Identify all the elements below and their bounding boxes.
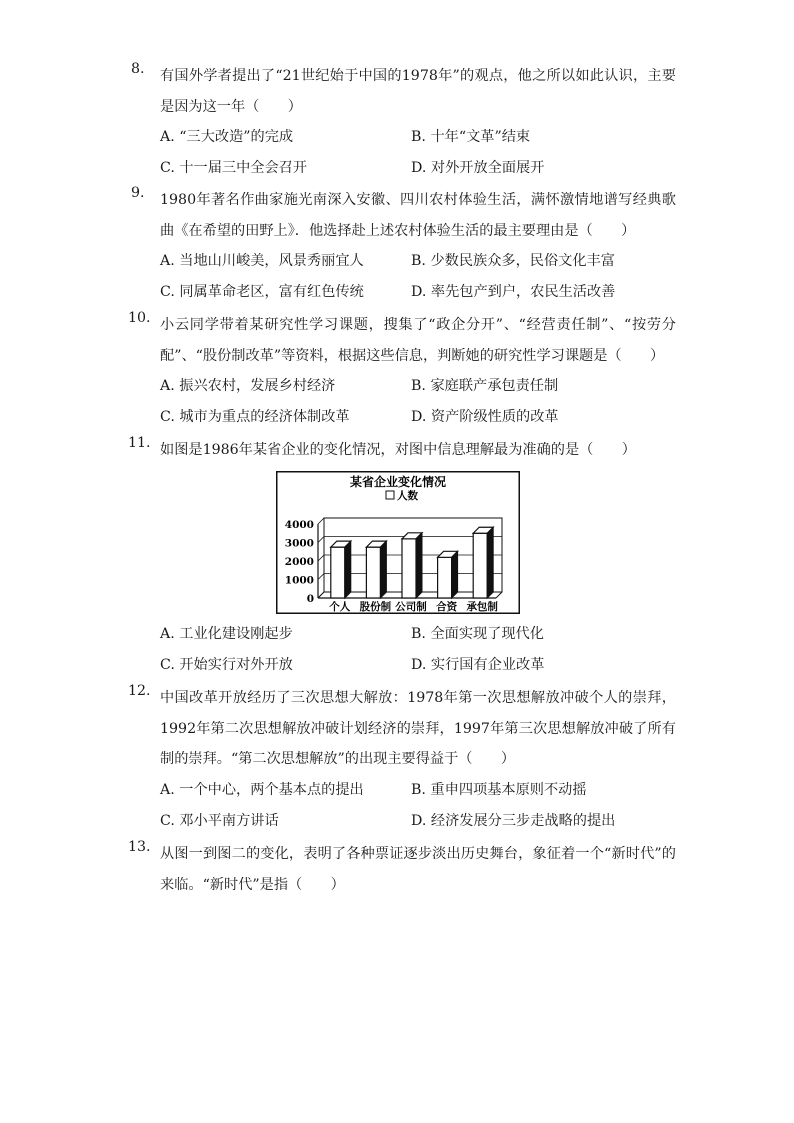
y-tick-label: 2000 xyxy=(284,556,314,568)
enterprise-chart xyxy=(276,471,520,614)
bar xyxy=(402,533,422,598)
bar xyxy=(366,541,386,598)
question-number: 9. xyxy=(131,185,145,201)
option-c[interactable]: C. 开始实行对外开放 xyxy=(160,657,293,673)
option-b[interactable]: B. 重申四项基本原则不动摇 xyxy=(411,781,587,798)
option-a[interactable]: A. 振兴农村，发展乡村经济 xyxy=(160,378,336,394)
question-stem: 从图一到图二的变化，表明了各种票证逐步淡出历史舞台，象征着一个“新时代”的来临。“新时代”是指（ ） xyxy=(160,846,676,893)
option-b[interactable]: B. 家庭联产承包责任制 xyxy=(411,378,559,394)
option-a[interactable]: A. 工业化建设刚起步 xyxy=(160,626,293,642)
question-number: 13. xyxy=(128,839,151,855)
options xyxy=(160,619,676,681)
x-tick-label: 承包制 xyxy=(466,601,498,613)
options xyxy=(160,371,676,433)
question-stem: 1980年著名作曲家施光南深入安徽、四川农村体验生活，满怀激情地谱写经典歌曲《在希望的田野上》．他选择赴上述农村体验生活的最主要理由是（ ） xyxy=(160,192,676,239)
option-a[interactable]: A. “三大改造”的完成 xyxy=(160,129,294,145)
bar xyxy=(473,527,493,598)
y-tick-label: 3000 xyxy=(284,537,314,550)
question-9 xyxy=(131,185,676,308)
bar-chart xyxy=(276,471,520,614)
option-c[interactable]: C. 同属革命老区，富有红色传统 xyxy=(160,284,364,300)
option-d[interactable]: D. 资产阶级性质的改革 xyxy=(411,409,559,425)
question-stem: 有国外学者提出了“21世纪始于中国的1978年”的观点，他之所以如此认识，主要是因为这一年（ ） xyxy=(160,68,676,115)
option-d[interactable]: D. 实行国有企业改革 xyxy=(411,657,545,673)
option-d[interactable]: D. 经济发展分三步走战略的提出 xyxy=(411,812,616,829)
option-c[interactable]: C. 邓小平南方讲话 xyxy=(160,812,279,829)
chart-title: 某省企业变化情况 xyxy=(349,475,447,489)
question-stem: 小云同学带着某研究性学习课题，搜集了“政企分开”、“经营责任制”、“按劳分配”、“股份制改革”等资料，根据这些信息，判断她的研究性学习课题是（ ） xyxy=(160,317,676,364)
question-10 xyxy=(128,310,676,433)
option-a[interactable]: A. 当地山川峻美，风景秀丽宜人 xyxy=(160,253,364,269)
option-c[interactable]: C. 城市为重点的经济体制改革 xyxy=(160,409,350,425)
x-tick-label: 个人 xyxy=(329,601,351,613)
bar xyxy=(331,541,351,598)
question-11 xyxy=(128,435,676,466)
option-d[interactable]: D. 率先包产到户，农民生活改善 xyxy=(411,284,616,300)
x-tick-label: 股份制 xyxy=(359,601,392,613)
option-a[interactable]: A. 一个中心，两个基本点的提出 xyxy=(160,781,364,798)
option-b[interactable]: B. 十年“文革”结束 xyxy=(411,129,531,145)
question-stem: 如图是1986年某省企业的变化情况，对图中信息理解最为准确的是（ ） xyxy=(160,442,636,458)
options xyxy=(160,775,676,837)
question-8 xyxy=(131,61,676,184)
x-tick-label: 合资 xyxy=(436,601,458,613)
question-12 xyxy=(128,683,676,837)
option-b[interactable]: B. 少数民族众多，民俗文化丰富 xyxy=(411,253,615,269)
options xyxy=(160,246,676,308)
x-tick-label: 公司制 xyxy=(395,601,427,613)
question-13 xyxy=(128,839,676,900)
y-tick-label: 1000 xyxy=(284,574,314,587)
question-11-options xyxy=(131,619,676,681)
question-number: 10. xyxy=(128,310,151,326)
option-d[interactable]: D. 对外开放全面展开 xyxy=(411,160,545,176)
question-number: 8. xyxy=(131,61,145,77)
question-stem: 中国改革开放经历了三次思想大解放：1978年第一次思想解放冲破个人的崇拜，1992年第二次思想解放冲破计划经济的崇拜，1997年第三次思想解放冲破了所有制的崇拜。“第二次思想解放”的出现主要得益于（ ） xyxy=(160,690,676,767)
y-tick-label: 4000 xyxy=(284,519,314,531)
legend-swatch xyxy=(386,491,394,499)
options xyxy=(160,122,676,184)
y-tick-label: 0 xyxy=(306,593,314,605)
option-c[interactable]: C. 十一届三中全会召开 xyxy=(160,160,308,176)
option-b[interactable]: B. 全面实现了现代化 xyxy=(411,626,544,642)
bar xyxy=(438,551,458,598)
legend-label: 人数 xyxy=(397,490,418,502)
question-number: 12. xyxy=(128,683,151,699)
question-number: 11. xyxy=(128,435,151,451)
